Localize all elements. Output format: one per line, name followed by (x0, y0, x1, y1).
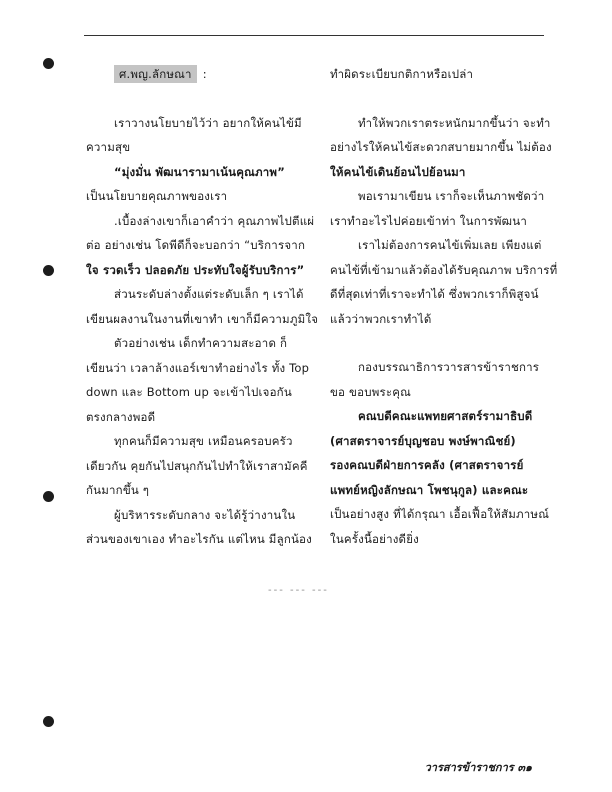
paragraph-line: ทำให้พวกเราตระหนักมากขึ้นว่า จะทำ (358, 115, 551, 130)
speaker-heading-colon: : (202, 67, 207, 81)
paragraph-line: กันมากขึ้น ๆ (86, 483, 150, 497)
policy-quote: “มุ่งมั่น พัฒนารามาเน้นคุณภาพ” (114, 164, 285, 179)
speaker-heading: ศ.พญ.ลักษณา (114, 65, 197, 83)
paragraph-line: ความสุข (86, 140, 131, 154)
paragraph-line: เราวางนโยบายไว้ว่า อยากให้คนไข้มี (114, 115, 302, 130)
paragraph-line: ผู้บริหารระดับกลาง จะได้รู้ว่างานใน (114, 507, 296, 522)
paragraph-line: ส่วนของเขาเอง ทำอะไรกัน แต่ไหน มีลูกน้อง (86, 532, 312, 546)
paragraph-line: .เบื้องล่างเขาก็เอาคำว่า คุณภาพไปตีแผ่ (114, 213, 315, 228)
paragraph-line: เป็นนโยบายคุณภาพของเรา (86, 189, 228, 203)
thanks-line: แพทย์หญิงลักษณา โพชนุกูล) และคณะ (330, 482, 529, 497)
right-column (330, 62, 558, 551)
binder-hole-1 (43, 58, 54, 69)
paragraph-line: พอเรามาเขียน เราก็จะเห็นภาพชัดว่า (358, 189, 545, 203)
speaker-heading-line (86, 62, 312, 87)
binder-hole-2 (43, 265, 54, 276)
thanks-line: คณบดีคณะแพทยศาสตร์รามาธิบดี (358, 409, 533, 423)
paragraph-line: ทำผิดระเบียบกติกาหรือเปล่า (330, 67, 474, 81)
paragraph-line: ตรงกลางพอดี (86, 409, 156, 424)
paragraph-line: ดีที่สุดเท่าที่เราจะทำได้ ซึ่งพวกเราก็พิสูจน์ (330, 287, 539, 301)
paragraph-line: คนไข้ที่เข้ามาแล้วต้องได้รับคุณภาพ บริการที่ (330, 262, 558, 277)
paragraph-line: อย่างไรให้คนไข้สะดวกสบายมากขึ้น ไม่ต้อง (330, 140, 552, 154)
paragraph-line: แล้วว่าพวกเราทำได้ (330, 311, 432, 326)
left-column (86, 62, 319, 552)
editorial-thanks: กองบรรณาธิการวารสารข้าราชการ (358, 360, 540, 374)
paragraph-line: ส่วนระดับล่างตั้งแต่ระดับเล็ก ๆ เราได้ (114, 287, 304, 301)
paragraph-line: เดียวกัน คุยกันไปสนุกกันไปทำให้เราสามัคคี (86, 458, 308, 473)
top-rule (84, 35, 544, 36)
paragraph-line: เขียนว่า เวลาล้างแอร์เขาทำอย่างไร ทั้ง Top (86, 360, 310, 375)
paragraph-line: เราทำอะไรไปค่อยเข้าท่า ในการพัฒนา (330, 213, 527, 228)
paragraph-line: ให้คนไข้เดินย้อนไปย้อนมา (330, 164, 466, 179)
binder-hole-4 (43, 716, 54, 727)
paragraph-line: ในครั้งนี้อย่างดียิ่ง (330, 531, 419, 546)
paragraph-line: เป็นอย่างสูง ที่ได้กรุณา เอื้อเฟื้อให้สัมภาษณ์ (330, 507, 550, 521)
paragraph-line: down และ Bottom up จะเข้าไปเจอกัน (86, 385, 292, 399)
thanks-line: (ศาสตราจารย์บุญชอบ พงษ์พาณิชย์) (330, 433, 516, 448)
end-separator: --- --- --- (268, 585, 329, 596)
paragraph-line: ทุกคนก็มีความสุข เหมือนครอบครัว (114, 434, 293, 448)
paragraph-line: ต่อ อย่างเช่น โดพีดีก็จะบอกว่า “บริการจาก (86, 238, 306, 252)
paragraph-line: เราไม่ต้องการคนไข้เพิ่มเลย เพียงแต่ (358, 238, 542, 252)
service-quote: ใจ รวดเร็ว ปลอดภัย ประทับใจผู้รับบริการ” (86, 262, 305, 277)
paragraph-line: เขียนผลงานในงานที่เขาทำ เขาก็มีความภูมิใจ (86, 311, 319, 326)
paragraph-line: ตัวอย่างเช่น เด็กทำความสะอาด ก็ (114, 336, 288, 350)
binder-hole-3 (43, 491, 54, 502)
paragraph-line: ขอ ขอบพระคุณ (330, 384, 411, 399)
page-footer: วารสารข้าราชการ ๓๑ (424, 761, 532, 774)
thanks-line: รองคณบดีฝ่ายการคลัง (ศาสตราจารย์ (330, 458, 524, 472)
